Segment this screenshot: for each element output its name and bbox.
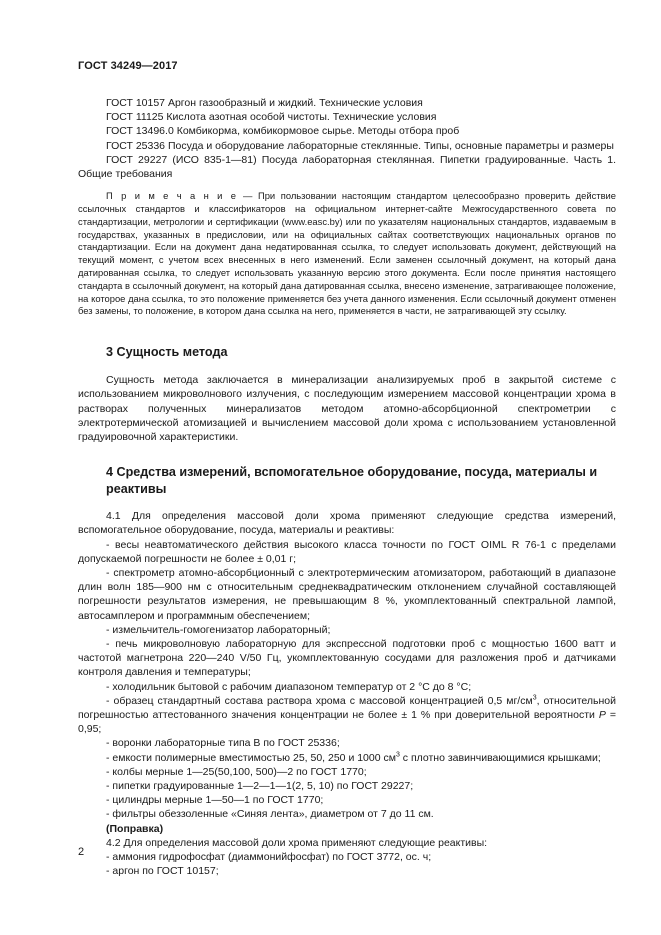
variable-p: Р	[598, 709, 606, 722]
page-header-standard-id: ГОСТ 34249—2017	[78, 60, 178, 72]
text-span: - емкости полимерные вместимостью 25, 50, 250 и 1000 см	[106, 751, 396, 764]
clause-4-2-intro: 4.2 Для определения массовой доли хрома применяют следующие реактивы:	[106, 836, 488, 849]
page-content	[78, 96, 616, 878]
superscript: 3	[395, 751, 400, 759]
reference-item: ГОСТ 29227 (ИСО 835-1—81) Посуда лабораторная стеклянная. Пипетки градуированные. Часть 1. Общие требования	[78, 153, 616, 181]
list-item: - пипетки градуированные 1—2—1—1(2, 5, 10) по ГОСТ 29227;	[106, 780, 414, 793]
page-number: 2	[78, 846, 85, 858]
reference-item: ГОСТ 25336 Посуда и оборудование лабораторные стеклянные. Типы, основные параметры и размеры	[106, 139, 614, 152]
text-span: с плотно завинчивающимися крышками;	[399, 751, 601, 764]
reference-item: ГОСТ 11125 Кислота азотная особой чистоты. Технические условия	[106, 111, 437, 124]
list-item: - фильтры обеззоленные «Синяя лента», диаметром от 7 до 11 см.	[106, 808, 434, 821]
text-span: - образец стандартный состава раствора хрома с массовой концентрацией 0,5 мг/см	[106, 694, 533, 707]
list-item: - аргон по ГОСТ 10157;	[106, 865, 219, 878]
list-item: - весы неавтоматического действия высокого класса точности по ГОСТ OIML R 76-1 с пределами допускаемой погрешности не более ± 0,01 г;	[78, 538, 616, 565]
section-3-body: Сущность метода заключается в минерализации анализируемых проб в закрытой системе с использованием микроволнового излучения, с последующим измерением массовой концентрации хрома в растворах полученных минерализатов методом атомно-абсорбционной спектрометрии с электротермической атомизацией и вычислением массовой доли хрома с использованием установленной градуировочной характеристики.	[78, 374, 616, 443]
list-item: - спектрометр атомно-абсорбционный с электротермическим атомизатором, работающий в диапазоне длин волн 185—900 нм с относительным среднеквадратическим отклонением случайной составляющей погрешности результатов измерения, не превышающим 8 %, укомплектованный спектральной лампой, автосамплером и программным обеспечением;	[78, 567, 616, 622]
note-text: При пользовании настоящим стандартом целесообразно проверить действие ссылочных стандартов и классификаторов на официальном интернет-сайте Межгосударственного совета по стандартизации, метрологии и сертификации (www.easc.by) или по указателям национальных стандартов, издаваемым в государствах, указанных в предисловии, или на официальных сайтах соответствующих национальных органов по стандартизации. Если на документ дана недатированная ссылка, то следует использовать документ, действующий на текущий момент, с учетом всех внесенных в него изменений. Если заменен ссылочный документ, на который дана датированная ссылка, то следует использовать указанную версию этого документа. Если после принятия настоящего стандарта в ссылочный документ, на который дана датированная ссылка, внесено изменение, затрагивающее положение, на которое дана ссылка, то это положение применяется без учета данного изменения. Если ссылочный документ отменен без замены, то положение, в котором дана ссылка на него, применяется в части, не затрагивающей эту ссылку.	[78, 190, 617, 317]
clause-4-1-intro: 4.1 Для определения массовой доли хрома применяют следующие средства измерений, вспомогательное оборудование, посуда, материалы и реактивы:	[78, 510, 616, 537]
list-item: - колбы мерные 1—25(50,100, 500)—2 по ГОСТ 1770;	[106, 765, 367, 778]
note-label: П р и м е ч а н и е	[106, 190, 238, 202]
list-item-containers	[78, 751, 616, 765]
section-3-heading: 3 Сущность метода	[106, 345, 228, 360]
list-item: - измельчитель-гомогенизатор лабораторный;	[106, 623, 331, 636]
note-dash: —	[237, 190, 258, 202]
text-span: = 0,95;	[78, 709, 616, 736]
note-paragraph	[78, 190, 616, 318]
section-4-heading: 4 Средства измерений, вспомогательное оборудование, посуда, материалы и реактивы	[106, 465, 598, 497]
list-item-reference-sample	[78, 694, 616, 737]
reference-item: ГОСТ 13496.0 Комбикорма, комбикормовое сырье. Методы отбора проб	[106, 125, 460, 138]
list-item: - аммония гидрофосфат (диаммонийфосфат) по ГОСТ 3772, ос. ч;	[106, 851, 432, 864]
list-item: - воронки лабораторные типа В по ГОСТ 25336;	[106, 737, 340, 750]
list-item: - цилиндры мерные 1—50—1 по ГОСТ 1770;	[106, 794, 324, 807]
list-item: - печь микроволновую лабораторную для экспрессной подготовки проб с мощностью 1600 ватт и частотой магнетрона 220—240 V/50 Гц, укомплектованную сосудами для разложения проб и датчиками контроля давления и температуры;	[78, 638, 616, 679]
reference-item: ГОСТ 10157 Аргон газообразный и жидкий. Технические условия	[106, 97, 423, 109]
amendment-label: (Поправка)	[106, 822, 164, 835]
text-span: , относительной погрешностью аттестованного значения концентрации не более ± 1 % при доверительной вероятности	[78, 694, 616, 722]
list-item: - холодильник бытовой с рабочим диапазоном температур от 2 °С до 8 °С;	[106, 680, 472, 693]
superscript: 3	[532, 694, 537, 702]
